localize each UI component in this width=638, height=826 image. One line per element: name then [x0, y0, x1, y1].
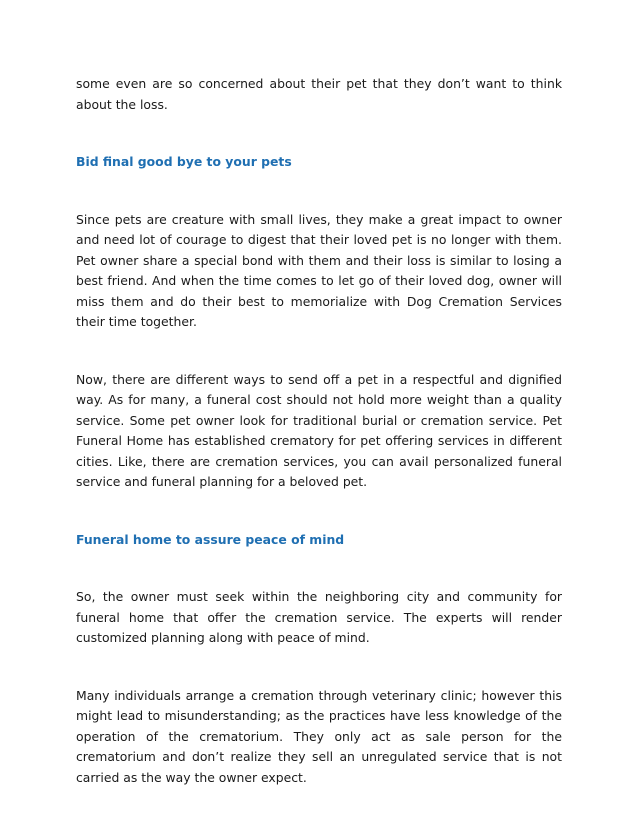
document-body — [76, 74, 562, 788]
heading-funeral-home-peace: Funeral home to assure peace of mind — [76, 531, 345, 547]
paragraph-intro-continuation: some even are so concerned about their pet that they don’t want to think about the loss. — [76, 76, 562, 112]
paragraph-pets-creatures: Since pets are creature with small lives, they make a great impact to owner and need lot of courage to digest that their loved pet is no longer with them. Pet owner share a special bond with them and their loss is similar to losing a best friend. And when the time comes to let go of their loved dog, owner will miss them and do their best to memorialize with Dog Cremation Services their time together. — [76, 211, 562, 329]
paragraph-veterinary-clinic: Many individuals arrange a cremation through veterinary clinic; however this might lead to misunderstanding; as the practices have less knowledge of the operation of the crematorium. They only act as sale person for the crematorium and don’t realize they sell an unregulated service that is not carried as the way the owner expect. — [76, 687, 562, 785]
heading-bid-final-goodbye: Bid final good bye to your pets — [76, 154, 292, 169]
paragraph-seek-funeral-home: So, the owner must seek within the neighboring city and community for funeral home that offer the cremation service. The experts will render customized planning along with peace of mind. — [76, 589, 562, 645]
paragraph-ways-to-send-off: Now, there are different ways to send off a pet in a respectful and dignified way. As for many, a funeral cost should not hold more weight than a quality service. Some pet owner look for traditional burial or cremation service. Pet Funeral Home has established crematory for pet offering services in different cities. Like, there are cremation services, you can avail personalized funeral service and funeral planning for a beloved pet. — [76, 371, 562, 489]
